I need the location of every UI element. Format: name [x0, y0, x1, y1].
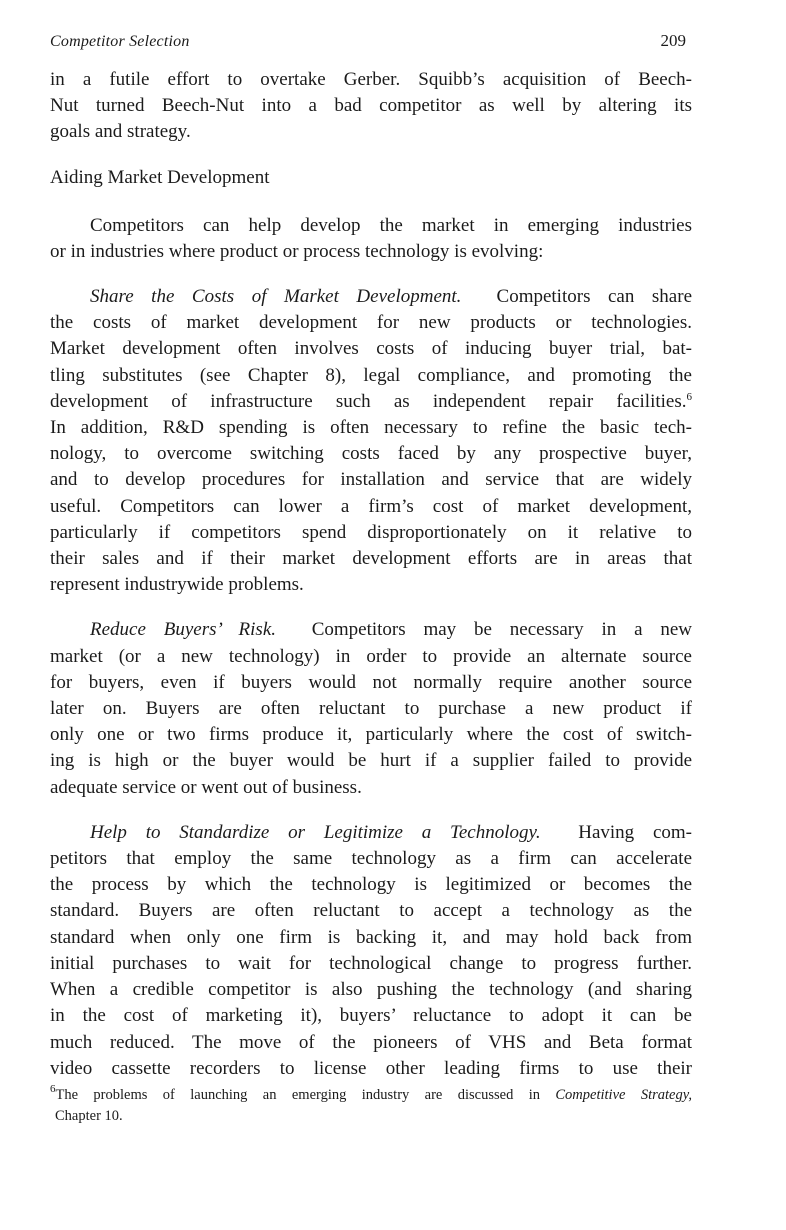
footnote-line: Chapter 10.	[55, 1107, 123, 1124]
text-line: the process by which the technology is legitimized or becomes the	[50, 874, 692, 896]
footnote-reference: 6	[686, 390, 692, 403]
text-line: much reduced. The move of the pioneers of VHS and Beta format	[50, 1031, 692, 1053]
book-page	[50, 28, 692, 1127]
text-line: Competitors can help develop the market in emerging industries	[90, 214, 692, 236]
text-line: standard. Buyers are often reluctant to accept a technology as the	[50, 900, 692, 922]
text-run: Competitors may be necessary in a new	[311, 619, 692, 641]
text-line: ing is high or the buyer would be hurt if a supplier failed to provide	[50, 750, 692, 772]
text-line: in the cost of marketing it), buyers’ reluctance to adopt it can be	[50, 1005, 692, 1027]
section-heading: Aiding Market Development	[50, 166, 270, 188]
footnote-line	[50, 1082, 692, 1106]
footnote	[50, 1082, 692, 1127]
footnote-book-title: Competitive Strategy,	[555, 1086, 692, 1103]
text-run: Having com-	[578, 821, 692, 843]
running-head: Competitor Selection	[50, 33, 190, 50]
paragraph-intro	[50, 213, 692, 265]
paragraph-share-costs	[50, 284, 692, 598]
text-line	[50, 617, 692, 643]
text-line: adequate service or went out of business.	[50, 776, 362, 798]
footnote-text: The problems of launching an emerging industry are discussed in	[55, 1086, 556, 1103]
paragraph-reduce-risk	[50, 617, 692, 800]
text-run: development of infrastructure such as independent repair facilities.	[50, 390, 687, 412]
text-line: In addition, R&D spending is often necessary to refine the basic tech-	[50, 417, 692, 439]
text-line: in a futile effort to overtake Gerber. Squibb’s acquisition of Beech-	[50, 69, 692, 90]
text-line: represent industrywide problems.	[50, 574, 304, 596]
text-line: for buyers, even if buyers would not normally require another source	[50, 671, 692, 693]
footnote-marker: 6	[50, 1082, 56, 1095]
text-line: initial purchases to wait for technological change to progress further.	[50, 952, 692, 974]
text-run: Competitors can share	[496, 286, 692, 308]
text-line: standard when only one firm is backing it, and may hold back from	[50, 926, 692, 948]
text-line: their sales and if their market development efforts are in areas that	[50, 548, 692, 570]
run-in-heading: Reduce Buyers’ Risk.	[90, 619, 277, 641]
text-line: the costs of market development for new products or technologies.	[50, 312, 692, 334]
text-line: and to develop procedures for installation and service that are widely	[50, 469, 692, 491]
text-line: Nut turned Beech-Nut into a bad competitor as well by altering its	[50, 95, 692, 117]
text-line: Market development often involves costs of inducing buyer trial, bat-	[50, 338, 692, 360]
page-number: 209	[660, 31, 686, 50]
text-line	[50, 389, 692, 415]
text-line: video cassette recorders to license other leading firms to use their	[50, 1057, 692, 1079]
page-header	[50, 28, 692, 58]
text-line: When a credible competitor is also pushing the technology (and sharing	[50, 979, 692, 1001]
text-line: or in industries where product or process technology is evolving:	[50, 240, 544, 262]
text-line: useful. Competitors can lower a firm’s cost of market development,	[50, 495, 692, 517]
text-line	[50, 820, 692, 846]
text-line: goals and strategy.	[50, 121, 191, 143]
text-line: particularly if competitors spend disproportionately on it relative to	[50, 521, 692, 543]
text-line: nology, to overcome switching costs faced by any prospective buyer,	[50, 443, 692, 465]
text-line	[50, 284, 692, 310]
paragraph-standardize	[50, 820, 692, 1082]
text-line: petitors that employ the same technology as a firm can accelerate	[50, 848, 692, 870]
text-line: tling substitutes (see Chapter 8), legal compliance, and promoting the	[50, 364, 692, 386]
text-line: market (or a new technology) in order to provide an alternate source	[50, 645, 692, 667]
text-line: later on. Buyers are often reluctant to purchase a new product if	[50, 698, 692, 720]
text-line: only one or two firms produce it, particularly where the cost of switch-	[50, 724, 692, 746]
paragraph-continuation	[50, 67, 692, 146]
run-in-heading: Help to Standardize or Legitimize a Technology.	[90, 821, 541, 843]
run-in-heading: Share the Costs of Market Development.	[90, 286, 462, 308]
